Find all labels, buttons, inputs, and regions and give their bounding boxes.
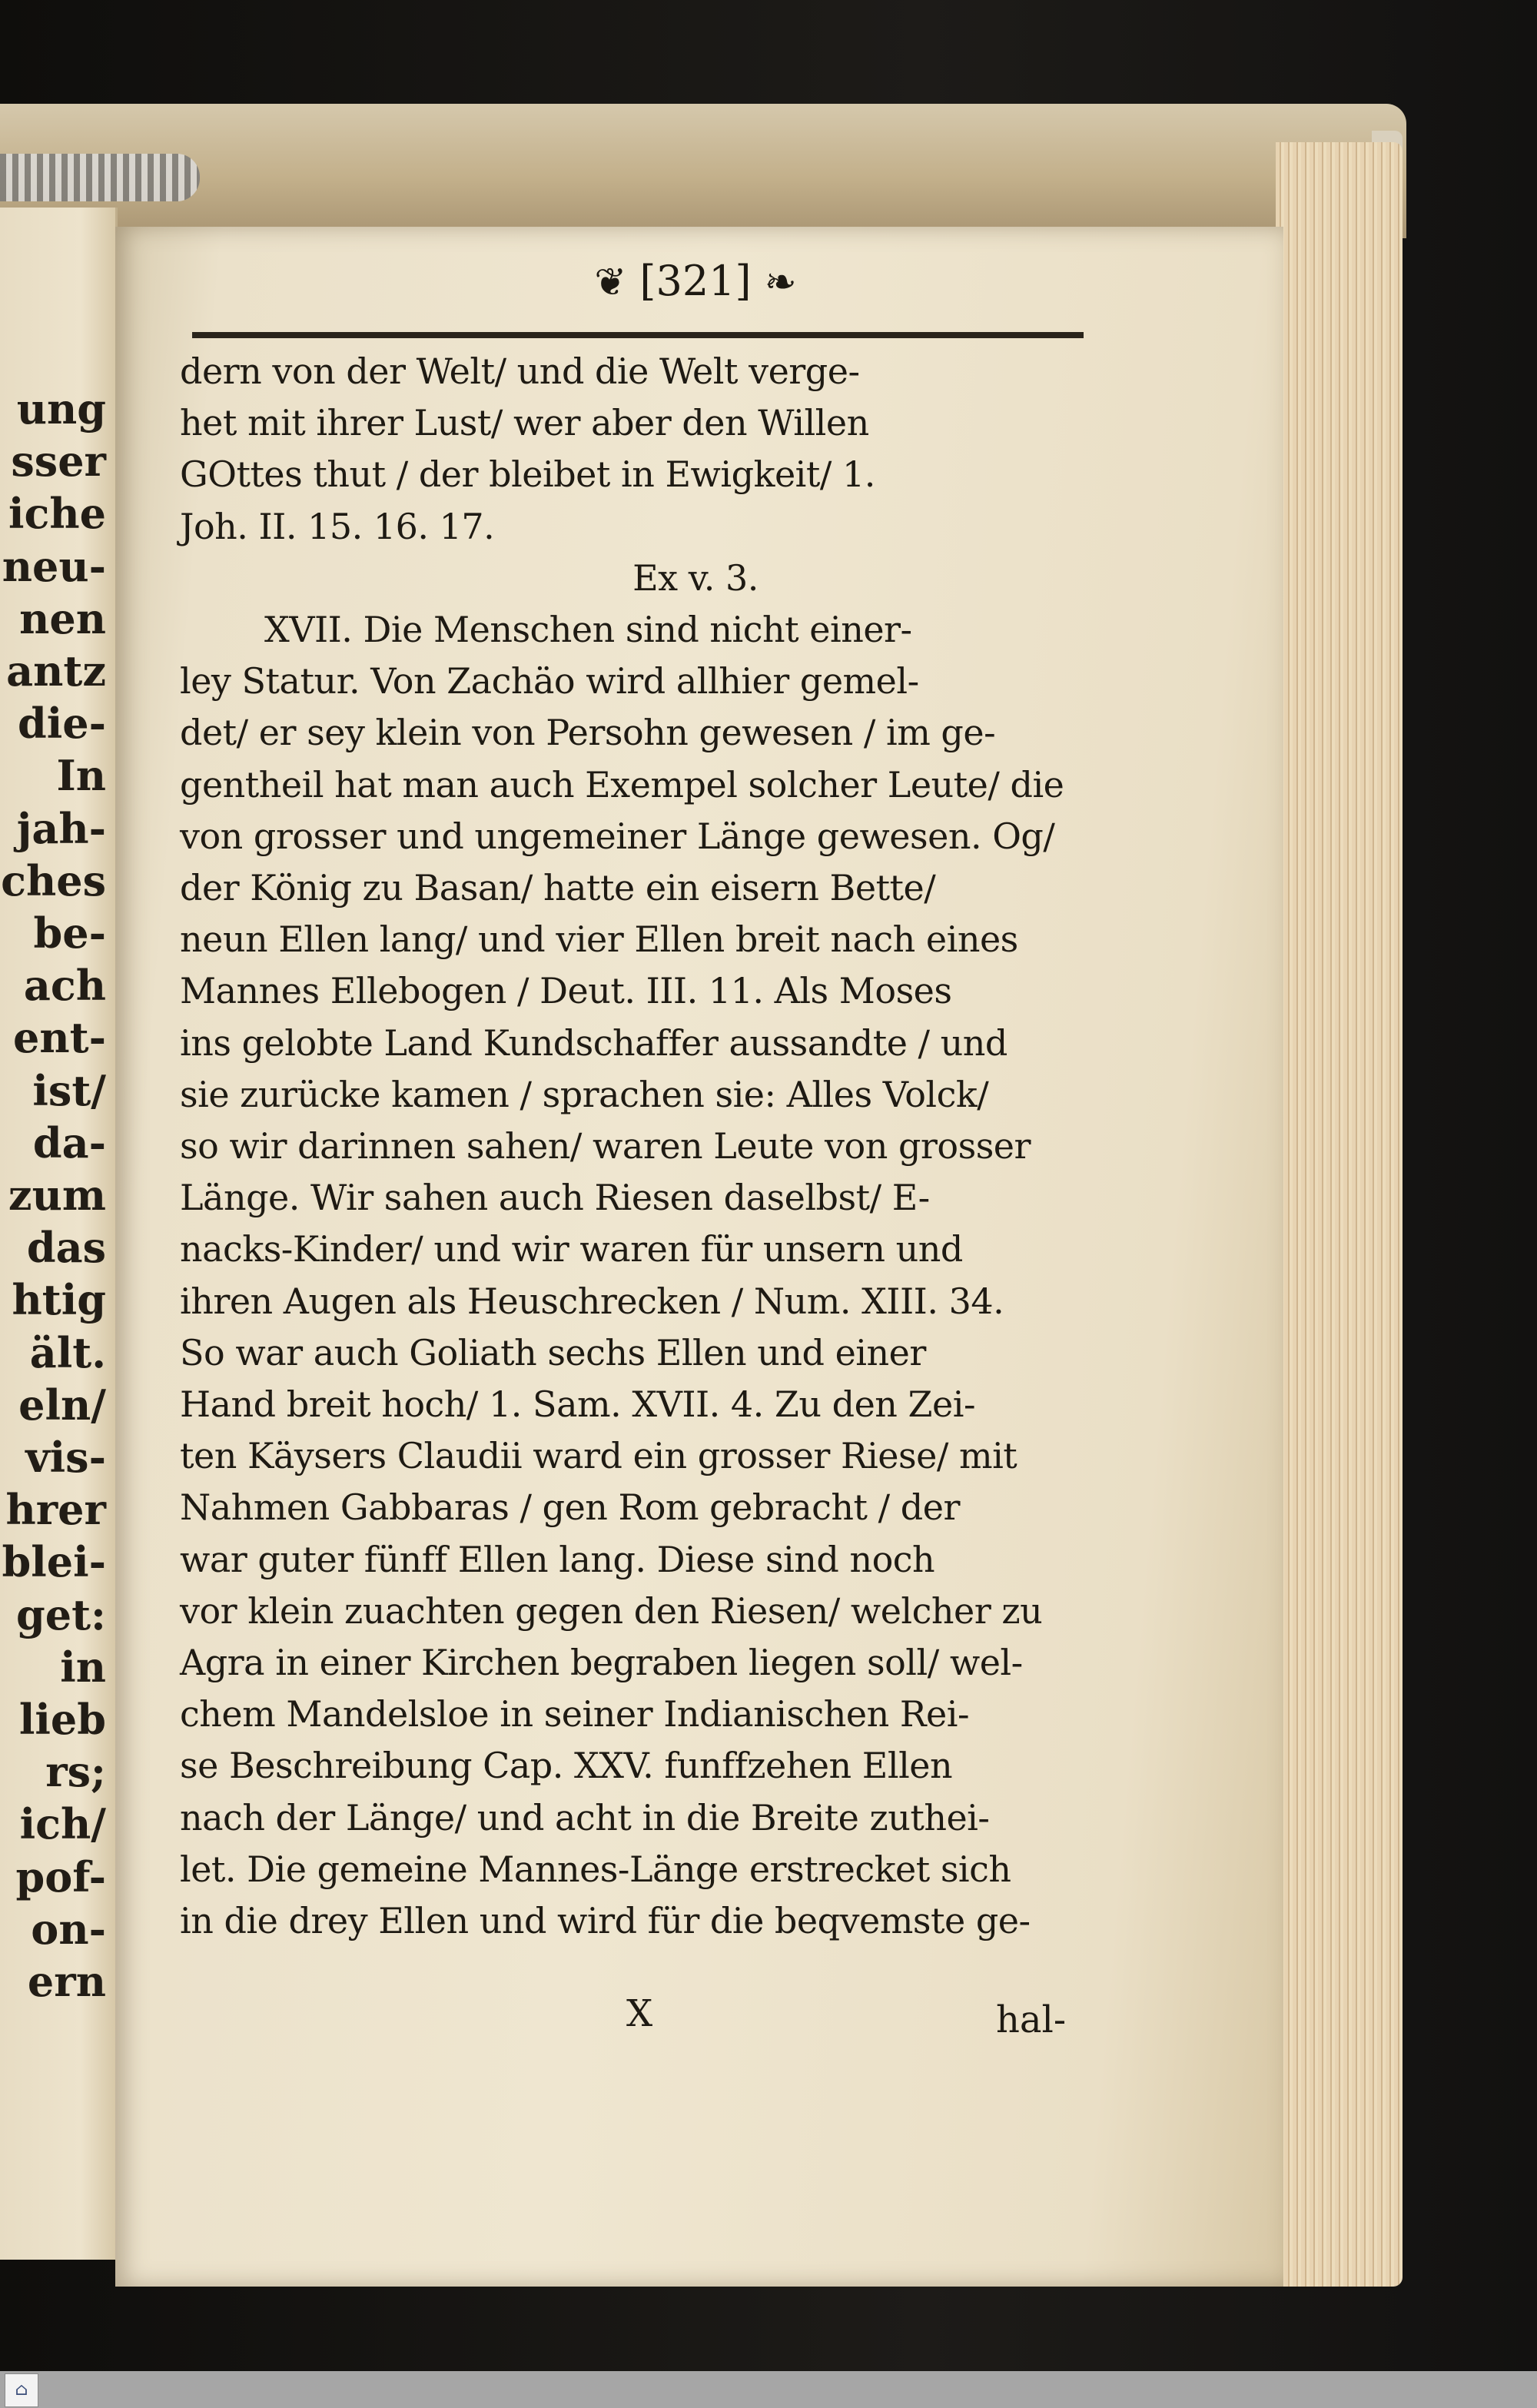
text-line: neun Ellen lang/ und vier Ellen breit nach eines xyxy=(180,918,1018,961)
text-line: der König zu Basan/ hatte ein eisern Bette/ xyxy=(180,867,936,908)
left-page-word: get: xyxy=(16,1589,106,1639)
left-page-word: das xyxy=(26,1223,106,1273)
text-line: nacks-Kinder/ und wir waren für unsern und xyxy=(180,1228,963,1270)
left-page-word: jah- xyxy=(16,803,106,853)
left-page-word: da- xyxy=(32,1118,106,1167)
header-rule xyxy=(192,332,1084,338)
left-page-word: ist/ xyxy=(32,1065,106,1115)
page-number: [321] xyxy=(639,257,752,305)
left-page-word: ält. xyxy=(29,1327,106,1377)
text-line: het mit ihrer Lust/ wer aber den Willen xyxy=(180,402,869,444)
text-line: gentheil hat man auch Exempel solcher Leute/ die xyxy=(180,763,1064,805)
text-line: von grosser und ungemeiner Länge gewesen. Og/ xyxy=(180,815,1055,857)
text-line: Agra in einer Kirchen begraben liegen soll/ wel- xyxy=(180,1642,1023,1683)
book-top-edge xyxy=(0,104,1406,238)
text-line: det/ er sey klein von Persohn gewesen / im ge- xyxy=(180,712,996,754)
text-line: GOttes thut / der bleibet in Ewigkeit/ 1. xyxy=(180,453,875,496)
left-page-word: nen xyxy=(19,593,106,643)
ornament-right-icon: ❧ xyxy=(764,260,797,304)
headband xyxy=(0,154,200,201)
page-header xyxy=(0,257,1391,305)
text-line: ins gelobte Land Kundschaffer aussandte / und xyxy=(180,1021,1008,1064)
left-page-word: neu- xyxy=(2,541,106,591)
left-page-word: htig xyxy=(12,1275,106,1325)
signature-mark: X xyxy=(626,1992,653,2035)
left-page-word: blei- xyxy=(2,1537,106,1587)
text-line: Nahmen Gabbaras / gen Rom gebracht / der xyxy=(180,1486,960,1529)
library-logo-icon: ⌂ xyxy=(5,2373,38,2407)
left-page-word: iche xyxy=(8,489,106,539)
page-stack xyxy=(1276,142,1403,2287)
left-page-word: vis- xyxy=(25,1433,106,1482)
left-page-word: pof- xyxy=(15,1852,106,1901)
left-page-word: sser xyxy=(11,437,106,487)
text-line: vor klein zuachten gegen den Riesen/ welcher zu xyxy=(180,1589,1043,1632)
left-page-word: ich/ xyxy=(19,1799,106,1849)
viewer-footer xyxy=(0,2371,1537,2408)
ornament-left-icon: ❦ xyxy=(594,260,627,304)
left-page-word: hrer xyxy=(5,1485,106,1535)
text-line: so wir darinnen sahen/ waren Leute von grosser xyxy=(180,1125,1031,1167)
text-line: ihren Augen als Heuschrecken / Num. XIII. 34. xyxy=(180,1280,1004,1322)
text-line: Hand breit hoch/ 1. Sam. XVII. 4. Zu den Zei- xyxy=(180,1383,975,1425)
left-page-word: lieb xyxy=(18,1695,106,1744)
text-line: sie zurücke kamen / sprachen sie: Alles Volck/ xyxy=(180,1073,989,1115)
text-line: XVII. Die Menschen sind nicht einer- xyxy=(264,609,912,650)
catchword: hal- xyxy=(996,1998,1067,2041)
text-line: ley Statur. Von Zachäo wird allhier gemel- xyxy=(180,660,919,702)
left-page-word: ent- xyxy=(13,1013,106,1063)
left-page-word: rs; xyxy=(45,1747,106,1797)
text-line: dern von der Welt/ und die Welt verge- xyxy=(180,350,860,392)
left-page-word: die- xyxy=(17,699,106,749)
text-line: nach der Länge/ und acht in die Breite zuthei- xyxy=(180,1796,990,1838)
left-page-word: in xyxy=(60,1642,106,1692)
left-page-word: ches xyxy=(1,855,106,905)
left-page-word: ach xyxy=(23,961,106,1011)
text-line: So war auch Goliath sechs Ellen und einer xyxy=(180,1331,926,1373)
section-heading: Ex v. 3. xyxy=(632,556,759,599)
text-line: ten Käysers Claudii ward ein grosser Riese/ mit xyxy=(180,1435,1017,1477)
text-line: let. Die gemeine Mannes-Länge erstrecket sich xyxy=(180,1848,1011,1890)
text-line: chem Mandelsloe in seiner Indianischen Rei- xyxy=(180,1693,969,1735)
text-line: Joh. II. 15. 16. 17. xyxy=(180,505,495,547)
left-page-word: on- xyxy=(31,1904,106,1954)
text-line: war guter fünff Ellen lang. Diese sind noch xyxy=(180,1538,935,1580)
left-page-word: be- xyxy=(33,908,106,958)
text-line: Länge. Wir sahen auch Riesen daselbst/ E- xyxy=(180,1177,930,1219)
text-line: Mannes Ellebogen / Deut. III. 11. Als Moses xyxy=(180,970,952,1012)
left-page-word: eln/ xyxy=(18,1380,106,1430)
left-page-fragment xyxy=(0,208,118,2260)
left-page-word: antz xyxy=(6,646,106,696)
left-page-word: ung xyxy=(16,384,106,433)
left-page-word: ern xyxy=(27,1957,106,2006)
left-page-word: In xyxy=(56,751,106,801)
left-page-word: zum xyxy=(8,1171,106,1220)
text-line: se Beschreibung Cap. XXV. funffzehen Ellen xyxy=(180,1745,953,1787)
text-line: in die drey Ellen und wird für die beqvemste ge- xyxy=(180,1900,1031,1941)
